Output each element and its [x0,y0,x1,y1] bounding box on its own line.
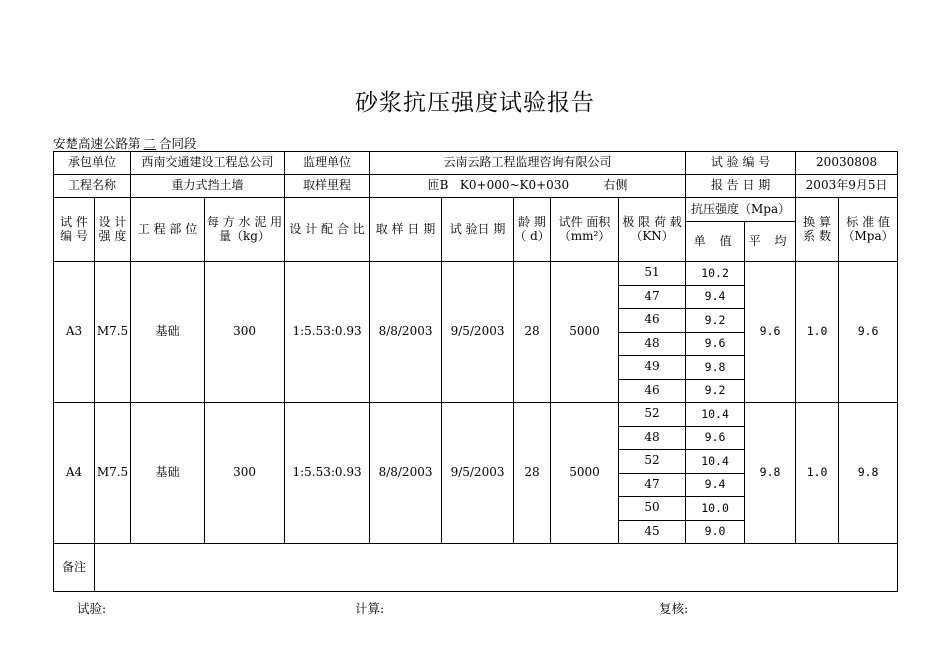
contractor-value: 西南交通建设工程总公司 [131,152,285,175]
strength-value: 10.4 [686,403,745,427]
report-title: 砂浆抗压强度试验报告 [355,90,595,116]
contractor-label: 承包单位 [54,152,131,175]
footer-review: 复核: [659,601,689,616]
col-design-strength: 设 计 强 度 [95,198,131,262]
standard-value: 9.8 [839,403,898,544]
load-value: 52 [619,403,686,427]
standard-value: 9.6 [839,262,898,403]
col-cement: 每 方 水 泥 用 量（kg） [205,198,285,262]
contract-number: 二 [143,136,157,151]
strength-value: 9.6 [686,332,745,356]
area: 5000 [551,403,619,544]
load-value: 49 [619,356,686,380]
table-row [54,262,898,286]
load-value: 47 [619,285,686,309]
footer-calc: 计算: [355,601,385,616]
load-value: 46 [619,379,686,403]
remarks-label: 备注 [54,544,95,592]
age: 28 [514,262,551,403]
col-sample-date: 取 样 日 期 [370,198,442,262]
load-value: 50 [619,497,686,521]
strength-value: 9.4 [686,285,745,309]
col-standard: 标 准 值 （Mpa） [839,198,898,262]
age: 28 [514,403,551,544]
test-no-value: 20030808 [796,152,898,175]
test-date: 9/5/2003 [442,262,514,403]
design-grade: M7.5 [95,403,131,544]
load-value: 51 [619,262,686,286]
footer-test: 试验: [77,601,107,616]
sample-date: 8/8/2003 [370,262,442,403]
col-part: 工 程 部 位 [131,198,205,262]
project-row [54,175,898,198]
remarks-row [54,544,898,592]
col-age: 龄 期（ d） [514,198,551,262]
col-single: 单 值 [686,222,745,262]
col-mix: 设 计 配 合 比 [285,198,370,262]
contractor-row [54,152,898,175]
area: 5000 [551,262,619,403]
col-specimen-no: 试 件 编 号 [54,198,95,262]
specimen-id: A3 [54,262,95,403]
contract-suffix: 合同段 [159,136,197,151]
sampling-label: 取样里程 [285,175,370,198]
strength-value: 10.4 [686,450,745,474]
sampling-value: 匝B K0+000~K0+030 右侧 [370,175,686,198]
conversion-factor: 1.0 [796,403,839,544]
report-date-value: 2003年9月5日 [796,175,898,198]
strength-value: 10.2 [686,262,745,286]
load-value: 47 [619,473,686,497]
mix-ratio: 1:5.53:0.93 [285,262,370,403]
design-grade: M7.5 [95,262,131,403]
col-test-date: 试 验日 期 [442,198,514,262]
test-date: 9/5/2003 [442,403,514,544]
conversion-factor: 1.0 [796,262,839,403]
supervisor-label: 监理单位 [285,152,370,175]
strength-value: 9.2 [686,309,745,333]
strength-value: 9.4 [686,473,745,497]
strength-value: 10.0 [686,497,745,521]
strength-value: 9.6 [686,426,745,450]
test-no-label: 试 验 编 号 [686,152,796,175]
part: 基础 [131,403,205,544]
cement: 300 [205,262,285,403]
strength-value: 9.8 [686,356,745,380]
mix-ratio: 1:5.53:0.93 [285,403,370,544]
load-value: 52 [619,450,686,474]
strength-value: 9.2 [686,379,745,403]
col-strength-group: 抗压强度（Mpa） [686,198,796,222]
strength-average: 9.6 [745,262,796,403]
project-label: 工程名称 [54,175,131,198]
remarks-value [95,544,898,592]
table-row [54,403,898,427]
project-value: 重力式挡土墙 [131,175,285,198]
load-value: 48 [619,426,686,450]
col-area: 试件 面积 （mm²） [551,198,619,262]
sample-date: 8/8/2003 [370,403,442,544]
report-table [53,151,898,592]
specimen-id: A4 [54,403,95,544]
load-value: 45 [619,520,686,544]
strength-value: 9.0 [686,520,745,544]
supervisor-value: 云南云路工程监理咨询有限公司 [370,152,686,175]
column-header-row [54,198,898,222]
strength-average: 9.8 [745,403,796,544]
contract-line [53,134,197,152]
load-value: 46 [619,309,686,333]
part: 基础 [131,262,205,403]
col-factor: 换 算 系 数 [796,198,839,262]
col-average: 平 均 [745,222,796,262]
load-value: 48 [619,332,686,356]
cement: 300 [205,403,285,544]
col-load: 极 限 荷 载（KN） [619,198,686,262]
contract-prefix: 安楚高速公路第 [53,136,141,151]
report-date-label: 报 告 日 期 [686,175,796,198]
